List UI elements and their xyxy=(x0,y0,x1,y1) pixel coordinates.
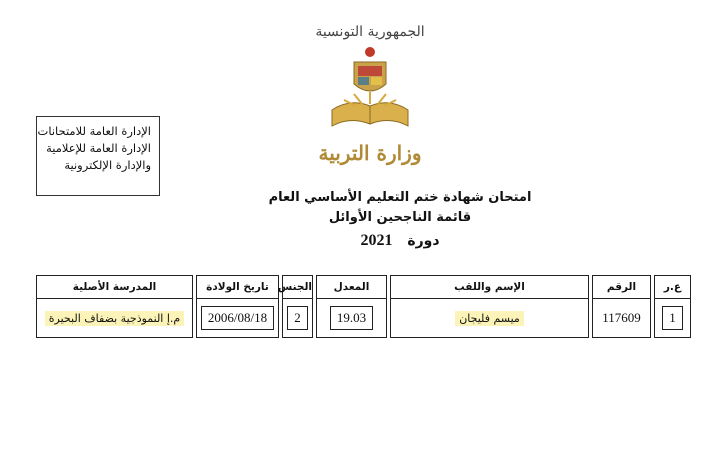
list-title: قائمة الناجحين الأوائل xyxy=(328,210,472,225)
cell-order: 1 xyxy=(662,306,683,330)
header-birthdate: تاريخ الولادة xyxy=(197,276,279,299)
cell-name: ميسم فليجان xyxy=(455,311,524,326)
department-line-3: والإدارة الإلكترونية xyxy=(64,158,151,172)
session-label: دورة xyxy=(407,233,440,249)
department-box xyxy=(36,116,160,196)
header-gender: الجنس xyxy=(283,276,313,299)
exam-title: امتحان شهادة ختم التعليم الأساسي العام xyxy=(268,190,532,205)
cell-gender: 2 xyxy=(287,306,308,330)
session-year: 2021 xyxy=(360,232,393,249)
header-name: الإسم واللقب xyxy=(391,276,589,299)
cell-birthdate: 2006/08/18 xyxy=(201,306,274,330)
department-line-2: الإدارة العامة للإعلامية xyxy=(46,141,151,155)
cell-average: 19.03 xyxy=(330,306,373,330)
header-average: المعدل xyxy=(317,276,387,299)
table-header-row xyxy=(37,276,691,299)
results-table xyxy=(36,275,691,338)
ministry-label: وزارة التربية xyxy=(318,141,422,165)
cell-school: م.إ النموذجية بضفاف البحيرة xyxy=(45,311,184,326)
header-number: الرقم xyxy=(593,276,651,299)
header-order: ع.ر xyxy=(655,276,691,299)
cell-number: 117609 xyxy=(593,299,651,338)
session-line xyxy=(180,232,620,250)
table-row xyxy=(37,299,691,338)
department-line-1: الإدارة العامة للامتحانات xyxy=(37,124,151,138)
republic-label: الجمهورية التونسية xyxy=(315,24,425,40)
ministry-emblem xyxy=(310,14,430,174)
header-school: المدرسة الأصلية xyxy=(37,276,193,299)
